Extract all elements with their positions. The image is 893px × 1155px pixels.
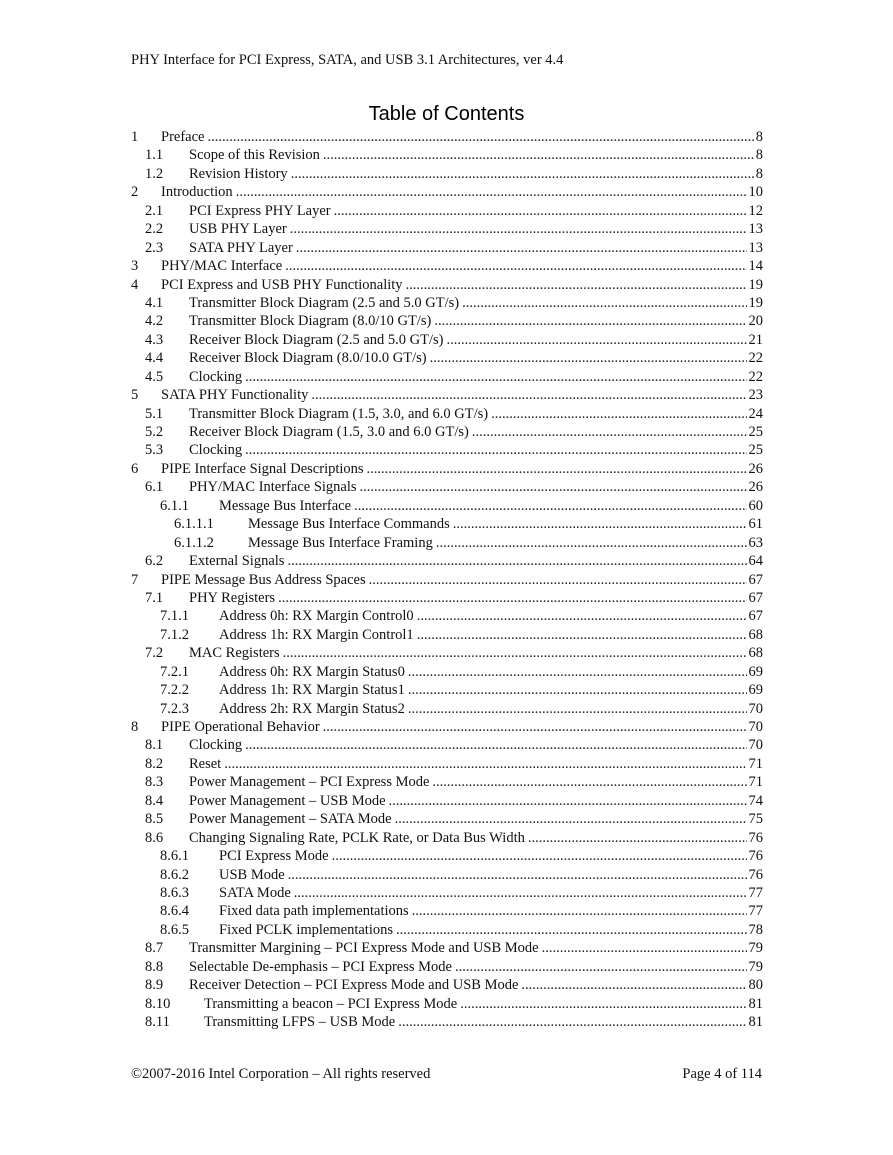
toc-entry-page[interactable]: 67 <box>748 589 763 606</box>
toc-entry-number: 7.1 <box>145 589 164 606</box>
footer-copyright: ©2007-2016 Intel Corporation – All rights reserved <box>131 1066 431 1082</box>
toc-entry-number: 4 <box>131 276 139 293</box>
toc-entry-number: 8.11 <box>145 1014 170 1030</box>
toc-entry-page[interactable]: 19 <box>748 294 763 311</box>
toc-entry-page[interactable]: 8 <box>755 165 763 182</box>
dot-leader <box>408 681 747 699</box>
toc-entry-title[interactable]: Transmitter Block Diagram (2.5 and 5.0 GT/s) <box>189 294 460 311</box>
dot-leader <box>367 460 747 478</box>
toc-entry-page[interactable]: 26 <box>748 479 763 496</box>
toc-entry-title[interactable]: SATA PHY Layer <box>189 239 293 256</box>
toc-entry-title[interactable]: PHY/MAC Interface <box>161 258 283 275</box>
toc-entry-number: 2 <box>131 184 139 201</box>
toc-entry-number: 2.1 <box>145 202 164 219</box>
toc-entry-page[interactable]: 22 <box>748 368 763 385</box>
toc-entry-title[interactable]: Address 1h: RX Margin Control1 <box>219 626 414 643</box>
dot-leader <box>436 534 747 552</box>
toc-entry-page[interactable]: 71 <box>748 755 763 772</box>
toc-entry-page[interactable]: 64 <box>748 553 763 570</box>
toc-entry[interactable] <box>131 460 763 478</box>
toc-entry-page[interactable]: 69 <box>748 682 763 699</box>
toc-entry-page[interactable]: 21 <box>748 331 763 348</box>
footer-page-number: Page 4 of 114 <box>682 1066 762 1082</box>
dot-leader <box>334 202 747 220</box>
toc-entry-page[interactable]: 60 <box>748 497 763 514</box>
toc-entry-page[interactable]: 13 <box>748 239 763 256</box>
dot-leader <box>278 589 746 607</box>
dot-leader <box>406 276 747 294</box>
dot-leader <box>396 921 747 939</box>
toc-entry-number: 2.3 <box>145 239 164 256</box>
dot-leader <box>432 773 746 791</box>
toc-entry[interactable] <box>131 626 763 644</box>
toc-entry-page[interactable]: 23 <box>748 387 763 404</box>
dot-leader <box>398 1013 746 1031</box>
toc-entry-title[interactable]: USB PHY Layer <box>189 221 287 238</box>
toc-entry-page[interactable]: 10 <box>748 184 763 201</box>
toc-entry[interactable] <box>131 921 763 939</box>
toc-entry-number: 6.1.1.1 <box>174 516 214 533</box>
dot-leader <box>323 146 754 164</box>
toc-entry-number: 5.3 <box>145 442 164 459</box>
toc-entry[interactable] <box>131 312 763 330</box>
toc-entry-page[interactable]: 76 <box>748 829 763 846</box>
toc-entry-title[interactable]: PCI Express and USB PHY Functionality <box>161 276 403 293</box>
dot-leader <box>224 755 746 773</box>
toc-entry-number: 4.3 <box>145 331 164 348</box>
toc-entry-number: 8.3 <box>145 774 164 791</box>
toc-entry-page[interactable]: 80 <box>748 977 763 994</box>
toc-entry[interactable] <box>131 829 763 847</box>
toc-entry-number: 1.2 <box>145 165 164 182</box>
toc-entry-title[interactable]: External Signals <box>189 553 285 570</box>
toc-entry-number: 7.2.2 <box>160 682 189 699</box>
dot-leader <box>369 571 747 589</box>
toc-entry-title[interactable]: USB Mode <box>219 866 285 883</box>
toc-entry-title[interactable]: Power Management – SATA Mode <box>189 811 392 828</box>
toc-entry[interactable] <box>131 736 763 754</box>
toc-entry-title[interactable]: MAC Registers <box>189 645 280 662</box>
toc-entry[interactable] <box>131 368 763 386</box>
dot-leader <box>245 736 746 754</box>
dot-leader <box>245 441 746 459</box>
running-header: PHY Interface for PCI Express, SATA, and USB 3.1 Architectures, ver 4.4 <box>131 52 564 68</box>
toc-entry-page[interactable]: 77 <box>748 884 763 901</box>
toc-entry-page[interactable]: 8 <box>755 147 763 164</box>
toc-entry-title[interactable]: Address 2h: RX Margin Status2 <box>219 700 405 717</box>
toc-entry[interactable] <box>131 386 763 404</box>
toc-entry-number: 8.6.4 <box>160 903 189 920</box>
toc-entry[interactable] <box>131 257 763 275</box>
toc-entry-page[interactable]: 63 <box>748 534 763 551</box>
dot-leader <box>296 239 747 257</box>
toc-entry[interactable] <box>131 128 763 146</box>
toc-entry-number: 6.1 <box>145 479 164 496</box>
toc-entry-title[interactable]: Preface <box>161 129 205 145</box>
toc-entry[interactable] <box>131 146 763 164</box>
toc-entry-title[interactable]: Fixed data path implementations <box>219 903 409 920</box>
dot-leader <box>453 515 747 533</box>
toc-entry[interactable] <box>131 902 763 920</box>
toc-entry-title[interactable]: Address 0h: RX Margin Control0 <box>219 608 414 625</box>
toc-entry[interactable] <box>131 755 763 773</box>
dot-leader <box>395 810 747 828</box>
toc-entry-title[interactable]: PIPE Interface Signal Descriptions <box>161 460 364 477</box>
toc-entry[interactable] <box>131 441 763 459</box>
toc-entry[interactable] <box>131 700 763 718</box>
toc-entry[interactable] <box>131 349 763 367</box>
toc-entry-page[interactable]: 78 <box>748 921 763 938</box>
toc-entry-title[interactable]: Revision History <box>189 165 288 182</box>
dot-leader <box>472 423 747 441</box>
toc-entry-title[interactable]: Receiver Detection – PCI Express Mode and USB Mode <box>189 977 519 994</box>
toc-entry-title[interactable]: Address 1h: RX Margin Status1 <box>219 682 405 699</box>
toc-entry[interactable] <box>131 165 763 183</box>
toc-entry[interactable] <box>131 939 763 957</box>
toc-entry-page[interactable]: 67 <box>748 571 763 588</box>
toc-entry-title[interactable]: Transmitting LFPS – USB Mode <box>204 1014 396 1030</box>
toc-entry-title[interactable]: Message Bus Interface Commands <box>248 516 450 533</box>
toc-entry-title[interactable]: Power Management – USB Mode <box>189 792 386 809</box>
dot-leader <box>408 663 747 681</box>
toc-entry-number: 1.1 <box>145 147 164 164</box>
toc-entry-number: 7.2.3 <box>160 700 189 717</box>
dot-leader <box>412 902 747 920</box>
toc-entry-number: 8.6.1 <box>160 848 189 865</box>
toc-entry-page[interactable]: 20 <box>748 313 763 330</box>
toc-entry-number: 8.6.3 <box>160 884 189 901</box>
dot-leader <box>294 884 747 902</box>
toc-entry[interactable] <box>131 792 763 810</box>
toc-entry-title[interactable]: Clocking <box>189 368 243 385</box>
dot-leader <box>332 847 747 865</box>
toc-entry-title[interactable]: Fixed PCLK implementations <box>219 921 393 938</box>
toc-entry-title[interactable]: Receiver Block Diagram (1.5, 3.0 and 6.0 GT/s) <box>189 424 469 440</box>
toc-entry[interactable] <box>131 331 763 349</box>
toc-entry-number: 4.4 <box>145 350 164 367</box>
toc-entry-page[interactable]: 25 <box>748 424 763 440</box>
toc-entry-number: 4.5 <box>145 368 164 385</box>
toc-entry-title[interactable]: PIPE Message Bus Address Spaces <box>161 571 366 588</box>
toc-entry-page[interactable]: 13 <box>748 221 763 238</box>
toc-entry-title[interactable]: Message Bus Interface Framing <box>248 534 433 551</box>
toc-entry[interactable] <box>131 294 763 312</box>
dot-leader <box>455 958 747 976</box>
toc-entry-page[interactable]: 70 <box>748 719 763 735</box>
dot-leader <box>417 626 747 644</box>
dot-leader <box>430 349 747 367</box>
toc-entry-page[interactable]: 25 <box>748 442 763 459</box>
toc-entry-page[interactable]: 61 <box>748 516 763 533</box>
dot-leader <box>285 257 746 275</box>
table-of-contents <box>131 128 763 1031</box>
toc-entry-page[interactable]: 68 <box>748 626 763 643</box>
toc-entry-number: 7.1.2 <box>160 626 189 643</box>
toc-entry-number: 8.8 <box>145 958 164 975</box>
toc-entry[interactable] <box>131 571 763 589</box>
toc-entry-title[interactable]: SATA PHY Functionality <box>161 387 309 404</box>
toc-entry-page[interactable]: 76 <box>748 866 763 883</box>
toc-entry-page[interactable]: 68 <box>748 645 763 662</box>
toc-entry-page[interactable]: 81 <box>748 1014 763 1030</box>
toc-entry-title[interactable]: PIPE Operational Behavior <box>161 719 320 735</box>
toc-entry-title[interactable]: Changing Signaling Rate, PCLK Rate, or Data Bus Width <box>189 829 525 846</box>
toc-entry-number: 3 <box>131 258 139 275</box>
toc-entry-page[interactable]: 14 <box>748 258 763 275</box>
toc-entry-number: 7 <box>131 571 139 588</box>
dot-leader <box>460 995 746 1013</box>
dot-leader <box>236 183 747 201</box>
toc-entry-title[interactable]: SATA Mode <box>219 884 291 901</box>
toc-entry-number: 1 <box>131 129 139 145</box>
toc-entry-page[interactable]: 70 <box>748 700 763 717</box>
dot-leader <box>245 368 746 386</box>
toc-entry[interactable] <box>131 276 763 294</box>
toc-entry-page[interactable]: 67 <box>748 608 763 625</box>
toc-entry-title[interactable]: Transmitter Margining – PCI Express Mode and USB Mode <box>189 940 539 957</box>
toc-entry-number: 8.6.5 <box>160 921 189 938</box>
dot-leader <box>283 644 747 662</box>
toc-entry[interactable] <box>131 884 763 902</box>
toc-entry[interactable] <box>131 239 763 257</box>
dot-leader <box>311 386 746 404</box>
dot-leader <box>360 478 747 496</box>
toc-entry-page[interactable]: 8 <box>755 129 763 145</box>
dot-leader <box>462 294 746 312</box>
toc-entry-page[interactable]: 70 <box>748 737 763 754</box>
toc-entry-number: 4.2 <box>145 313 164 330</box>
toc-entry-page[interactable]: 19 <box>748 276 763 293</box>
toc-entry[interactable] <box>131 995 763 1013</box>
toc-entry-title[interactable]: Scope of this Revision <box>189 147 320 164</box>
dot-leader <box>290 220 747 238</box>
toc-entry-number: 8.10 <box>145 995 171 1012</box>
toc-entry-page[interactable]: 81 <box>748 995 763 1012</box>
toc-entry-number: 5 <box>131 387 139 404</box>
toc-entry-title[interactable]: Reset <box>189 755 222 772</box>
toc-entry-number: 5.1 <box>145 405 164 422</box>
dot-leader <box>521 976 746 994</box>
toc-entry[interactable] <box>131 681 763 699</box>
toc-entry-number: 8.4 <box>145 792 164 809</box>
toc-entry-title[interactable]: Introduction <box>161 184 233 201</box>
dot-leader <box>323 718 747 736</box>
dot-leader <box>354 497 746 515</box>
toc-entry-page[interactable]: 71 <box>748 774 763 791</box>
toc-entry-page[interactable]: 77 <box>748 903 763 920</box>
toc-entry[interactable] <box>131 644 763 662</box>
toc-entry[interactable] <box>131 1013 763 1031</box>
toc-entry-page[interactable]: 79 <box>748 958 763 975</box>
toc-entry-number: 8.6 <box>145 829 164 846</box>
toc-entry-number: 8.9 <box>145 977 164 994</box>
toc-entry[interactable] <box>131 866 763 884</box>
dot-leader <box>446 331 746 349</box>
toc-entry[interactable] <box>131 847 763 865</box>
toc-entry-title[interactable]: Address 0h: RX Margin Status0 <box>219 663 405 680</box>
toc-entry[interactable] <box>131 220 763 238</box>
dot-leader <box>287 552 746 570</box>
dot-leader <box>542 939 747 957</box>
toc-entry-title[interactable]: PCI Express PHY Layer <box>189 202 331 219</box>
toc-entry-number: 8.6.2 <box>160 866 189 883</box>
toc-entry-number: 6 <box>131 460 139 477</box>
toc-entry-page[interactable]: 76 <box>748 848 763 865</box>
toc-heading: Table of Contents <box>368 103 525 125</box>
dot-leader <box>434 312 746 330</box>
dot-leader <box>207 128 753 146</box>
toc-entry-page[interactable]: 79 <box>748 940 763 957</box>
toc-entry-number: 7.2.1 <box>160 663 189 680</box>
toc-entry-page[interactable]: 75 <box>748 811 763 828</box>
toc-entry-title[interactable]: Message Bus Interface <box>219 497 352 514</box>
toc-entry[interactable] <box>131 810 763 828</box>
dot-leader <box>408 700 747 718</box>
toc-entry[interactable] <box>131 497 763 515</box>
toc-entry-number: 7.1.1 <box>160 608 189 625</box>
dot-leader <box>491 405 746 423</box>
toc-entry-number: 8.5 <box>145 811 164 828</box>
toc-entry-number: 7.2 <box>145 645 164 662</box>
toc-entry-title[interactable]: Power Management – PCI Express Mode <box>189 774 430 791</box>
toc-entry[interactable] <box>131 478 763 496</box>
toc-entry-number: 8.2 <box>145 755 164 772</box>
toc-entry-number: 8 <box>131 719 139 735</box>
toc-entry-page[interactable]: 74 <box>748 792 763 809</box>
toc-entry[interactable] <box>131 202 763 220</box>
toc-entry[interactable] <box>131 589 763 607</box>
toc-entry-number: 6.1.1 <box>160 497 189 514</box>
toc-entry-number: 8.7 <box>145 940 164 957</box>
toc-entry-page[interactable]: 24 <box>748 405 763 422</box>
toc-entry-page[interactable]: 22 <box>748 350 763 367</box>
toc-entry-title[interactable]: Transmitting a beacon – PCI Express Mode <box>204 995 458 1012</box>
toc-entry-title[interactable]: Selectable De-emphasis – PCI Express Mode <box>189 958 452 975</box>
dot-leader <box>291 165 754 183</box>
toc-entry-number: 5.2 <box>145 424 164 440</box>
toc-entry[interactable] <box>131 534 763 552</box>
toc-entry-number: 4.1 <box>145 294 164 311</box>
toc-entry-title[interactable]: PHY Registers <box>189 589 276 606</box>
toc-entry[interactable] <box>131 958 763 976</box>
toc-entry[interactable] <box>131 976 763 994</box>
toc-entry-number: 8.1 <box>145 737 164 754</box>
toc-entry[interactable] <box>131 718 763 736</box>
toc-entry-title[interactable]: Receiver Block Diagram (2.5 and 5.0 GT/s) <box>189 331 444 348</box>
toc-entry-title[interactable]: PCI Express Mode <box>219 848 329 865</box>
toc-entry[interactable] <box>131 423 763 441</box>
toc-entry[interactable] <box>131 663 763 681</box>
toc-entry-title[interactable]: Clocking <box>189 737 243 754</box>
dot-leader <box>528 829 747 847</box>
toc-entry-page[interactable]: 12 <box>748 202 763 219</box>
toc-entry[interactable] <box>131 183 763 201</box>
toc-entry-title[interactable]: PHY/MAC Interface Signals <box>189 479 357 496</box>
toc-entry-title[interactable]: Receiver Block Diagram (8.0/10.0 GT/s) <box>189 350 427 367</box>
toc-entry-number: 6.2 <box>145 553 164 570</box>
toc-entry-title[interactable]: Transmitter Block Diagram (1.5, 3.0, and 6.0 GT/s) <box>189 405 489 422</box>
dot-leader <box>417 607 747 625</box>
toc-entry-page[interactable]: 26 <box>748 460 763 477</box>
toc-entry-title[interactable]: Transmitter Block Diagram (8.0/10 GT/s) <box>189 313 432 330</box>
toc-entry-title[interactable]: Clocking <box>189 442 243 459</box>
toc-entry[interactable] <box>131 607 763 625</box>
dot-leader <box>389 792 747 810</box>
toc-entry[interactable] <box>131 552 763 570</box>
toc-entry-number: 6.1.1.2 <box>174 534 214 551</box>
toc-entry-page[interactable]: 69 <box>748 663 763 680</box>
toc-entry[interactable] <box>131 405 763 423</box>
toc-entry[interactable] <box>131 515 763 533</box>
toc-entry[interactable] <box>131 773 763 791</box>
dot-leader <box>288 866 747 884</box>
toc-entry-number: 2.2 <box>145 221 164 238</box>
